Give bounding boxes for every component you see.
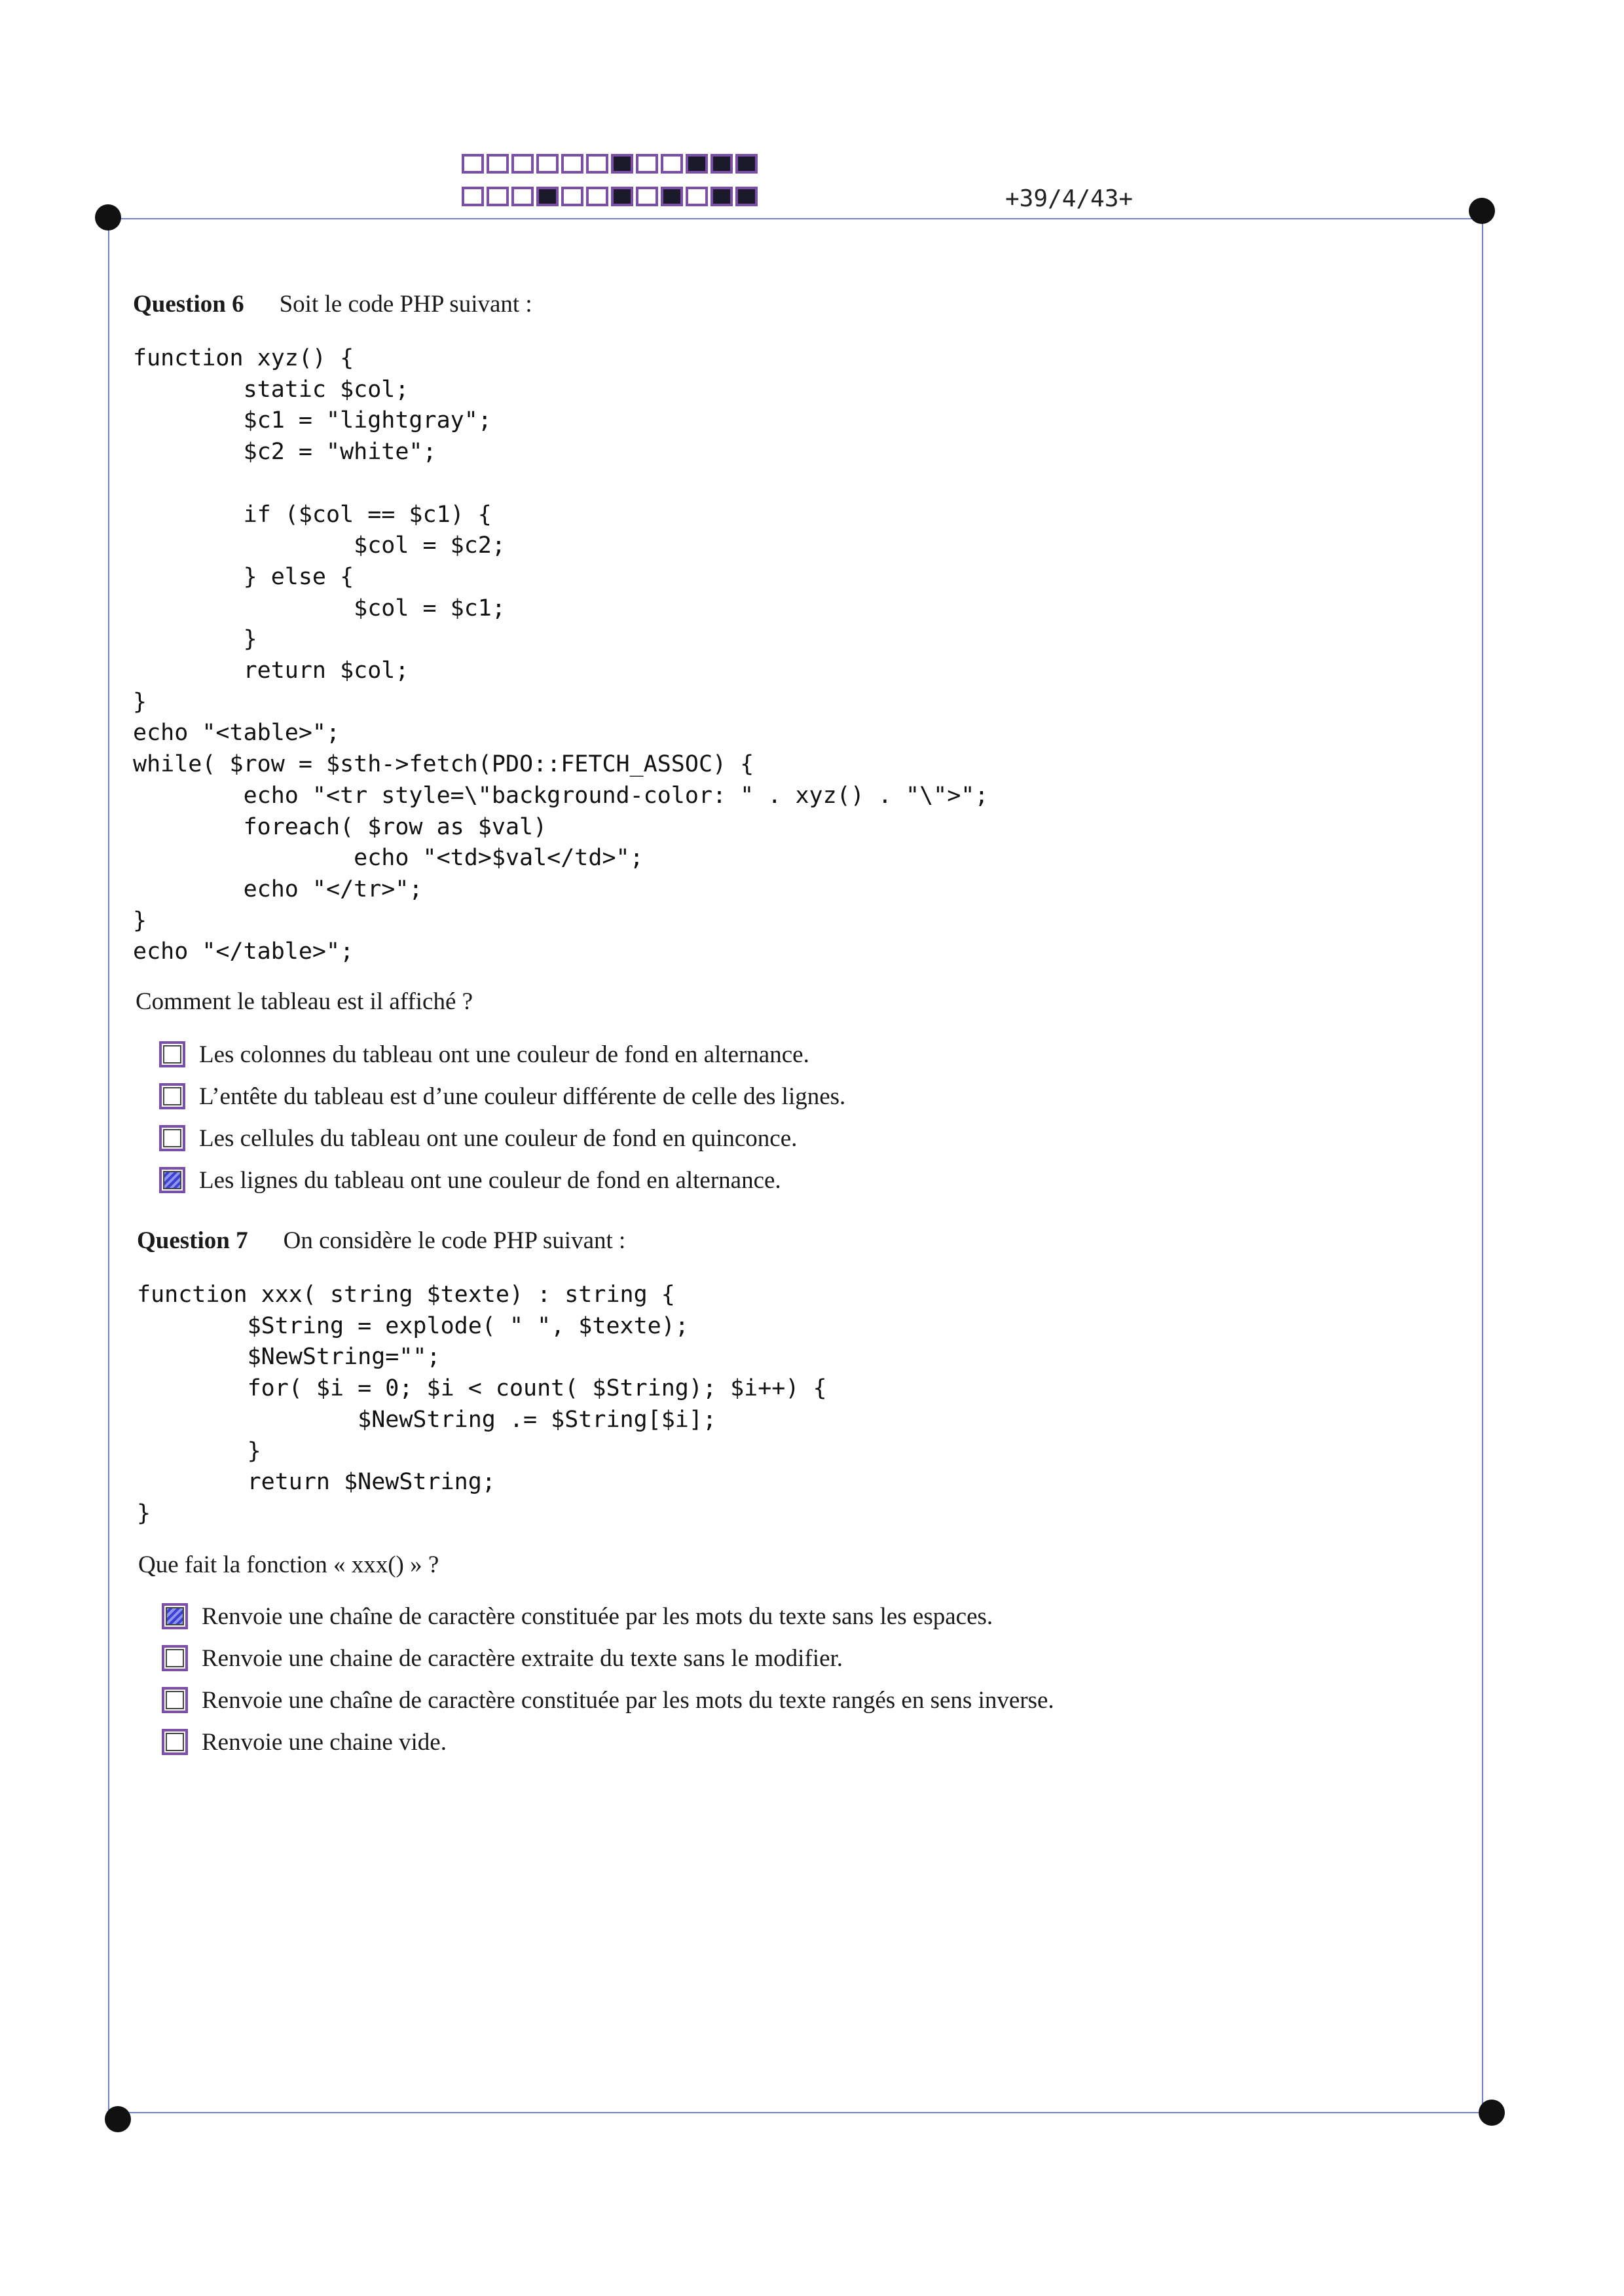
- code-bit-box: [735, 154, 758, 174]
- code-bit-box: [636, 154, 658, 174]
- code-bit-box: [710, 187, 733, 206]
- code-bit-box: [536, 187, 559, 206]
- frame-top-line: [108, 218, 1483, 219]
- corner-mark-bottom-right: [1479, 2100, 1505, 2126]
- corner-mark-top-left: [95, 204, 121, 231]
- code-bit-box: [661, 187, 683, 206]
- question-6-heading: [133, 290, 532, 318]
- choice-label: Renvoie une chaine de caractère extraite du texte sans le modifier.: [202, 1644, 843, 1672]
- choice-label: Renvoie une chaîne de caractère constituée par les mots du texte rangés en sens inverse.: [202, 1686, 1054, 1714]
- question-7-number: Question 7: [137, 1227, 248, 1254]
- choice-label: Les cellules du tableau ont une couleur de fond en quinconce.: [199, 1124, 798, 1152]
- frame-bottom-line: [117, 2112, 1492, 2113]
- code-bit-box: [511, 187, 534, 206]
- code-bit-box: [586, 187, 608, 206]
- checkbox[interactable]: [159, 1083, 185, 1109]
- question-7-code: function xxx( string $texte) : string { $String = explode( " ", $texte); $NewString=""; for( $i = 0; $i < count( $String); $i++) { $NewString .= $String[$i]; } return $NewString; }: [137, 1282, 827, 1527]
- choice-label: Renvoie une chaine vide.: [202, 1728, 447, 1756]
- code-bit-box: [511, 154, 534, 174]
- corner-mark-top-right: [1469, 198, 1495, 224]
- checkbox[interactable]: [159, 1125, 185, 1151]
- checkbox[interactable]: [162, 1645, 188, 1671]
- code-bit-box: [686, 154, 708, 174]
- binary-code-row-2: [462, 187, 760, 206]
- question-6-choice[interactable]: [159, 1075, 845, 1117]
- code-bit-box: [611, 154, 633, 174]
- code-bit-box: [586, 154, 608, 174]
- code-bit-box: [462, 154, 484, 174]
- code-bit-box: [636, 187, 658, 206]
- question-7-choices: [162, 1595, 1054, 1763]
- checkbox[interactable]: [162, 1603, 188, 1629]
- page-id: +39/4/43+: [1005, 185, 1134, 212]
- checkbox[interactable]: [162, 1687, 188, 1713]
- checkbox[interactable]: [159, 1167, 185, 1193]
- question-6-choice[interactable]: [159, 1159, 845, 1201]
- code-bit-box: [686, 187, 708, 206]
- code-bit-box: [462, 187, 484, 206]
- question-7-choice[interactable]: [162, 1637, 1054, 1679]
- frame-left-line: [108, 218, 109, 2120]
- question-7-heading: [137, 1227, 625, 1255]
- question-6-intro: Soit le code PHP suivant :: [279, 291, 532, 318]
- choice-label: Les colonnes du tableau ont une couleur de fond en alternance.: [199, 1041, 809, 1068]
- choice-label: Renvoie une chaîne de caractère constituée par les mots du texte sans les espaces.: [202, 1602, 993, 1630]
- question-7-prompt: Que fait la fonction « xxx() » ?: [138, 1551, 439, 1578]
- code-bit-box: [536, 154, 559, 174]
- code-bit-box: [561, 187, 583, 206]
- question-7-choice[interactable]: [162, 1595, 1054, 1637]
- corner-mark-bottom-left: [105, 2106, 131, 2132]
- question-7-intro: On considère le code PHP suivant :: [283, 1227, 626, 1254]
- code-bit-box: [735, 187, 758, 206]
- choice-label: L’entête du tableau est d’une couleur différente de celle des lignes.: [199, 1083, 846, 1110]
- question-7-choice[interactable]: [162, 1679, 1054, 1721]
- question-6-choice[interactable]: [159, 1117, 845, 1159]
- binary-code-row-1: [462, 154, 760, 174]
- question-6-choice[interactable]: [159, 1033, 845, 1075]
- checkbox[interactable]: [162, 1729, 188, 1755]
- code-bit-box: [710, 154, 733, 174]
- question-6-code: function xyz() { static $col; $c1 = "lightgray"; $c2 = "white"; if ($col == $c1) { $col = $c2; } else { $col = $c1; } return $col; } echo "<table>"; while( $row = $sth->fetch(PDO::FETCH_ASSOC) { echo "<tr style=\"background-color: " . xyz() . "\">"; foreach( $row as $val) echo "<td>$val</td>"; echo "</tr>"; } echo "</table>";: [133, 345, 989, 965]
- question-7-choice[interactable]: [162, 1721, 1054, 1763]
- question-6-choices: [159, 1033, 845, 1201]
- code-bit-box: [561, 154, 583, 174]
- code-bit-box: [661, 154, 683, 174]
- frame-right-line: [1482, 212, 1483, 2114]
- code-bit-box: [487, 187, 509, 206]
- question-6-prompt: Comment le tableau est il affiché ?: [136, 988, 473, 1015]
- code-bit-box: [487, 154, 509, 174]
- question-6-number: Question 6: [133, 291, 244, 318]
- choice-label: Les lignes du tableau ont une couleur de fond en alternance.: [199, 1166, 781, 1194]
- code-bit-box: [611, 187, 633, 206]
- checkbox[interactable]: [159, 1041, 185, 1067]
